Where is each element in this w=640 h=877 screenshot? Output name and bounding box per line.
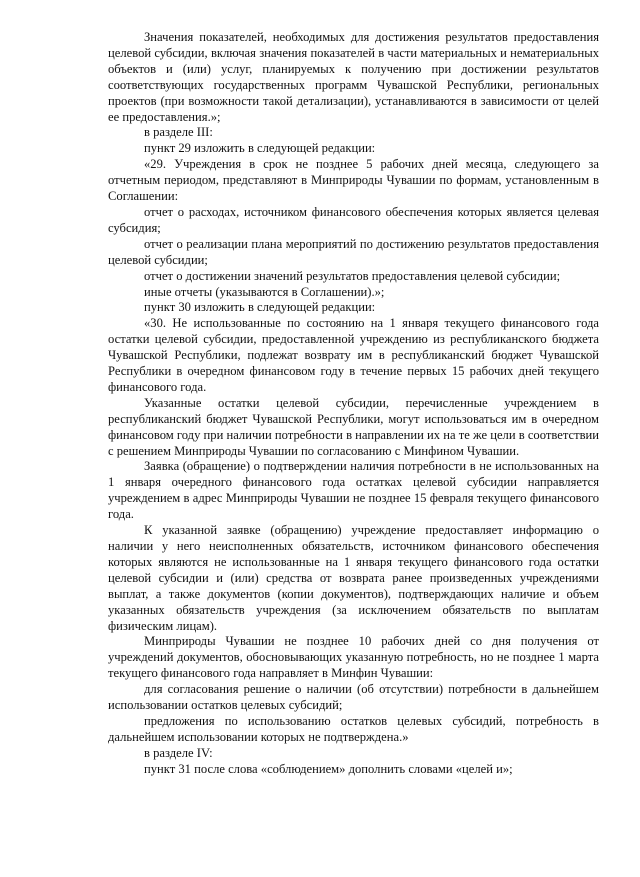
paragraph-section-3-heading: в разделе III: — [144, 125, 213, 140]
paragraph-application-attachments: К указанной заявке (обращению) учреждение предоставляет информацию о наличии у него неисполненных обязательств, источником финансового обеспечения которых являются не использованные на 1 января текущего финансового года остатки целевой субсидии и (или) средства от возврата ранее произведенных учреждениями выплат, а также документов (копии документов), подтверждающих наличие и объем указанных обязательств учреждения (за исключением обязательств по выплатам физическим лицам). — [108, 523, 599, 633]
paragraph-ministry-submission: Минприроды Чувашии не позднее 10 рабочих дней со дня получения от учреждений документов, обосновывающих указанную потребность, но не позднее 1 марта текущего финансового года направляет в Минфин Чувашии: — [108, 634, 599, 681]
paragraph-remaining-balances: Указанные остатки целевой субсидии, перечисленные учреждением в республиканский бюджет Чувашской Республики, могут использоваться им в очередном финансовом году при наличии потребности в направлении их на те же цели в соответствии с решением Минприроды Чувашии по согласованию с Минфином Чувашии. — [108, 395, 599, 458]
paragraph-report-results: отчет о достижении значений результатов предоставления целевой субсидии; — [144, 268, 561, 283]
paragraph-section-4-heading: в разделе IV: — [144, 745, 213, 760]
paragraph-other-reports: иные отчеты (указываются в Соглашении).»; — [144, 284, 385, 299]
paragraph-report-expenses: отчет о расходах, источником финансового обеспечения которых является целевая субсидия; — [108, 204, 599, 235]
paragraph-indicator-values: Значения показателей, необходимых для достижения результатов предоставления целевой субсидии, включая значения показателей в части материальных и нематериальных объектов и (или) услуг, планируемых к получению при достижении результатов соответствующих государственных программ Чувашской Республики, региональных проектов (при возможности такой детализации), устанавливаются в зависимости от целей ее предоставления.»; — [108, 30, 599, 124]
paragraph-item-29-intro: пункт 29 изложить в следующей редакции: — [144, 141, 376, 156]
paragraph-approval-decision: для согласования решение о наличии (об отсутствии) потребности в дальнейшем использовании остатков целевых субсидий; — [108, 682, 599, 713]
document-page — [108, 30, 599, 778]
paragraph-item-30-text: «30. Не использованные по состоянию на 1 января текущего финансового года остатки целевой субсидии, предоставленной учреждению из республиканского бюджета Чувашской Республики, подлежат возврату им в республиканский бюджет Чувашской Республики в очередном финансовом году в течение первых 15 рабочих дней текущего финансового года. — [108, 316, 599, 394]
paragraph-report-plan: отчет о реализации плана мероприятий по достижению результатов предоставления целевой субсидии; — [108, 236, 599, 267]
paragraph-item-31: пункт 31 после слова «соблюдением» дополнить словами «целей и»; — [144, 761, 513, 776]
paragraph-application-request: Заявка (обращение) о подтверждении наличия потребности в не использованных на 1 января очередного финансового года остатках целевой субсидии направляется учреждением в адрес Минприроды Чувашии не позднее 15 февраля текущего финансового года. — [108, 459, 599, 522]
paragraph-item-29-text: «29. Учреждения в срок не позднее 5 рабочих дней месяца, следующего за отчетным периодом, представляют в Минприроды Чувашии по формам, установленным в Соглашении: — [108, 157, 599, 204]
paragraph-item-30-intro: пункт 30 изложить в следующей редакции: — [144, 300, 376, 315]
paragraph-proposals: предложения по использованию остатков целевых субсидий, потребность в дальнейшем использовании которых не подтверждена.» — [108, 713, 599, 744]
